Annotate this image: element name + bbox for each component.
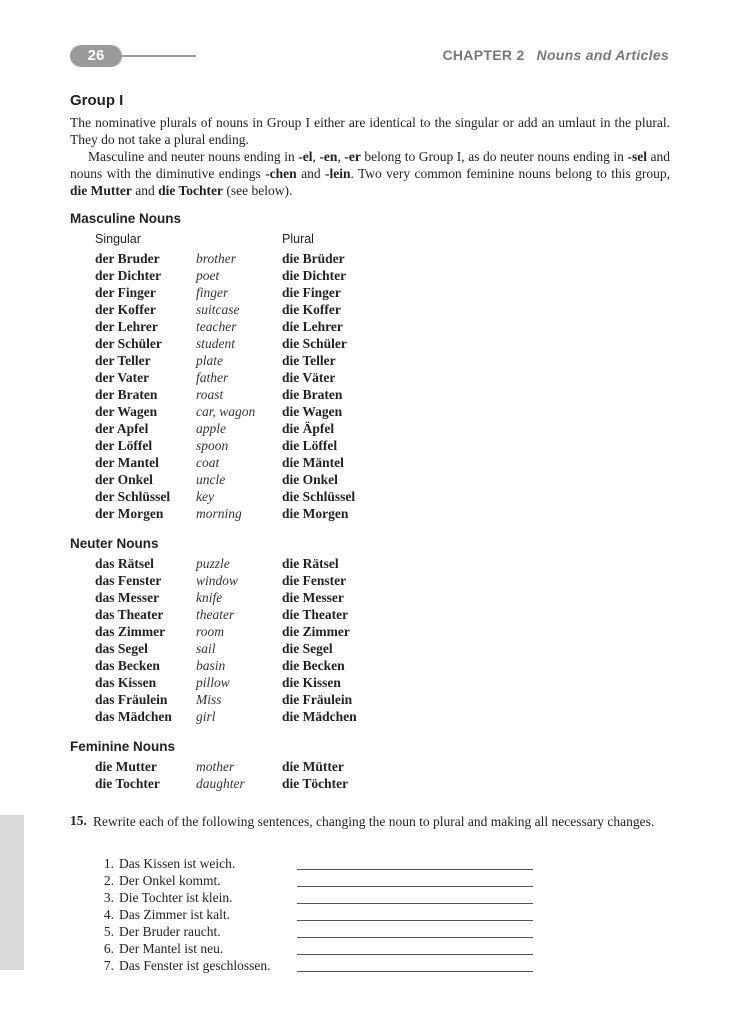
singular-form: das Becken [95,658,160,673]
english-meaning: plate [196,353,223,368]
plural-form: die Brüder [282,251,345,266]
answer-blank[interactable] [297,869,533,870]
exercise-item [100,872,540,889]
plural-form: die Segel [282,641,333,656]
singular-form: das Rätsel [95,556,154,571]
item-sentence: Der Bruder raucht. [119,924,221,939]
neuter-heading: Neuter Nouns [70,536,159,551]
plural-form: die Teller [282,353,336,368]
item-number: 1. [103,856,114,871]
singular-form: das Messer [95,590,160,605]
answer-blank[interactable] [297,971,533,972]
english-meaning: student [196,336,235,351]
answer-blank[interactable] [297,920,533,921]
section-heading-group-i: Group I [70,92,124,109]
singular-form: das Fräulein [95,692,168,707]
answer-blank[interactable] [297,954,533,955]
intro-paragraph-2: Masculine and neuter nouns ending in -el, -en, -er belong to Group I, as do neuter nouns ending in -sel and nouns with the diminutive endings -chen and -lein. Two very common feminine nouns belong to this group, die Mutter and die Tochter (see below). [70,149,671,198]
singular-form: die Mutter [95,759,157,774]
singular-form: die Tochter [95,776,160,791]
chapter-label: CHAPTER 2 [442,47,525,63]
item-number: 5. [103,924,114,939]
item-number: 3. [103,890,114,905]
singular-form: der Koffer [95,302,156,317]
plural-form: die Rätsel [282,556,339,571]
page-number: 26 [70,45,122,67]
singular-form: der Lehrer [95,319,158,334]
plural-form: die Finger [282,285,341,300]
plural-form: die Töchter [282,776,349,791]
item-number: 4. [103,907,114,922]
english-meaning: father [196,370,229,385]
english-meaning: coat [196,455,220,470]
english-meaning: brother [196,251,236,266]
plural-form: die Väter [282,370,336,385]
plural-form: die Zimmer [282,624,350,639]
exercise-instruction: Rewrite each of the following sentences, changing the noun to plural and making all necessary changes. [93,814,655,829]
english-meaning: knife [196,590,223,605]
english-meaning: Miss [196,692,222,707]
plural-form: die Mädchen [282,709,357,724]
plural-form: die Wagen [282,404,343,419]
plural-form: die Becken [282,658,345,673]
singular-form: der Wagen [95,404,158,419]
item-sentence: Das Zimmer ist kalt. [119,907,230,922]
singular-form: der Dichter [95,268,162,283]
intro-paragraph-1: The nominative plurals of nouns in Group I either are identical to the singular or add an umlaut in the plural. They do not take a plural ending. [70,115,670,147]
english-meaning: room [196,624,225,639]
singular-form: der Teller [95,353,151,368]
exercise-items [100,855,540,974]
english-meaning: teacher [196,319,237,334]
item-number: 7. [103,958,114,973]
plural-form: die Mütter [282,759,344,774]
plural-form: die Fräulein [282,692,353,707]
plural-form: die Lehrer [282,319,343,334]
singular-form: der Morgen [95,506,164,521]
column-header-singular: Singular [95,232,141,246]
singular-form: der Braten [95,387,158,402]
english-meaning: basin [196,658,226,673]
singular-form: der Vater [95,370,150,385]
exercise-item [100,889,540,906]
english-meaning: spoon [196,438,229,453]
english-meaning: window [196,573,239,588]
plural-form: die Schlüssel [282,489,356,504]
singular-form: der Bruder [95,251,160,266]
exercise-number: 15. [70,813,87,828]
exercise-item [100,855,540,872]
english-meaning: finger [196,285,229,300]
english-meaning: mother [196,759,235,774]
english-meaning: car, wagon [196,404,256,419]
plural-form: die Löffel [282,438,338,453]
item-sentence: Das Fenster ist geschlossen. [119,958,271,973]
singular-form: das Kissen [95,675,157,690]
english-meaning: daughter [196,776,245,791]
column-header-plural: Plural [282,232,314,246]
english-meaning: girl [196,709,216,724]
singular-form: der Löffel [95,438,153,453]
plural-form: die Onkel [282,472,338,487]
english-meaning: sail [196,641,216,656]
english-meaning: pillow [196,675,230,690]
singular-form: das Zimmer [95,624,166,639]
plural-form: die Fenster [282,573,347,588]
answer-blank[interactable] [297,886,533,887]
english-meaning: puzzle [196,556,230,571]
item-sentence: Der Mantel ist neu. [119,941,224,956]
masculine-heading: Masculine Nouns [70,211,182,226]
plural-form: die Koffer [282,302,341,317]
intro-text [70,114,670,199]
english-meaning: morning [196,506,242,521]
plural-form: die Dichter [282,268,347,283]
answer-blank[interactable] [297,937,533,938]
singular-form: das Segel [95,641,148,656]
plural-form: die Schüler [282,336,347,351]
plural-form: die Messer [282,590,344,605]
english-meaning: theater [196,607,235,622]
english-meaning: uncle [196,472,226,487]
singular-form: das Fenster [95,573,162,588]
plural-form: die Äpfel [282,421,335,436]
english-meaning: roast [196,387,224,402]
singular-form: der Schüler [95,336,162,351]
singular-form: das Theater [95,607,164,622]
running-header [442,47,669,63]
item-number: 2. [103,873,114,888]
singular-form: das Mädchen [95,709,172,724]
singular-form: der Finger [95,285,156,300]
singular-form: der Mantel [95,455,159,470]
answer-blank[interactable] [297,903,533,904]
item-sentence: Die Tochter ist klein. [119,890,233,905]
item-sentence: Der Onkel kommt. [119,873,221,888]
page-edge-tab [0,815,24,970]
singular-form: der Onkel [95,472,153,487]
singular-form: der Schlüssel [95,489,171,504]
english-meaning: poet [196,268,220,283]
plural-form: die Mäntel [282,455,344,470]
header-rule [120,55,196,57]
english-meaning: apple [196,421,226,436]
singular-form: der Apfel [95,421,149,436]
english-meaning: suitcase [196,302,240,317]
exercise-item [100,940,540,957]
plural-form: die Braten [282,387,343,402]
item-number: 6. [103,941,114,956]
exercise-item [100,923,540,940]
plural-form: die Theater [282,607,349,622]
exercise-item [100,906,540,923]
feminine-heading: Feminine Nouns [70,739,176,754]
item-sentence: Das Kissen ist weich. [119,856,236,871]
exercise-item [100,957,540,974]
plural-form: die Morgen [282,506,349,521]
plural-form: die Kissen [282,675,341,690]
english-meaning: key [196,489,214,504]
chapter-title: Nouns and Articles [536,47,669,63]
